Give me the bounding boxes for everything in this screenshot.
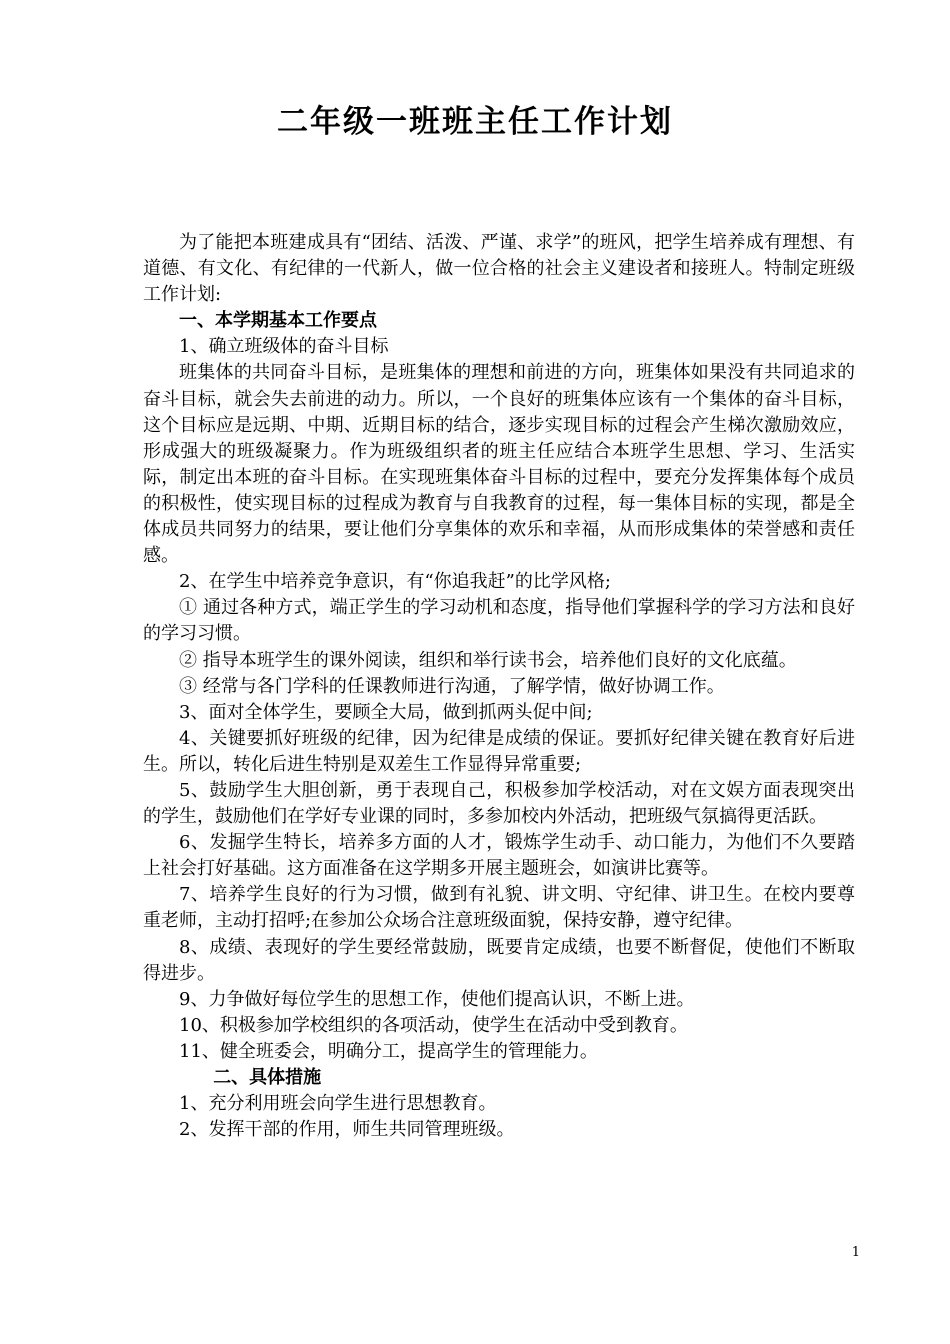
item-4-paragraph: 4、关键要抓好班级的纪律，因为纪律是成绩的保证。要抓好纪律关键在教育好后进生。所以，转化后进生特别是双差生工作显得异常重要; [143, 727, 855, 775]
section-heading-measures: 二、具体措施 [213, 1067, 322, 1088]
document-body [143, 230, 855, 1143]
page-title: 二年级一班班主任工作计划 [277, 104, 673, 140]
item-3-paragraph: 3、面对全体学生，要顾全大局，做到抓两头促中间; [179, 701, 593, 723]
item-2-sub-2: ② 指导本班学生的课外阅读，组织和举行读书会，培养他们良好的文化底蕴。 [179, 649, 797, 671]
section-heading-basic-points: 一、本学期基本工作要点 [179, 310, 377, 332]
item-2-sub-3: ③ 经常与各门学科的任课教师进行沟通，了解学情，做好协调工作。 [179, 675, 725, 697]
item-6-paragraph: 6、发掘学生特长，培养多方面的人才，锻炼学生动手、动口能力，为他们不久要踏上社会打好基础。这方面准备在这学期多开展主题班会，如演讲比赛等。 [143, 832, 855, 880]
item-2-paragraph: 2、在学生中培养竞争意识，有“你追我赶”的比学风格; [179, 571, 611, 593]
item-8-paragraph: 8、成绩、表现好的学生要经常鼓励，既要肯定成绩，也要不断督促，使他们不断取得进步。 [143, 936, 855, 984]
item-1-heading: 1、确立班级体的奋斗目标 [179, 336, 389, 358]
item-11-paragraph: 11、健全班委会，明确分工，提高学生的管理能力。 [179, 1040, 598, 1062]
item-10-paragraph: 10、积极参加学校组织的各项活动，使学生在活动中受到教育。 [179, 1014, 688, 1036]
item-9-paragraph: 9、力争做好每位学生的思想工作，使他们提高认识，不断上进。 [179, 988, 695, 1010]
item-2-sub-1: ① 通过各种方式，端正学生的学习动机和态度，指导他们掌握科学的学习方法和良好的学习习惯。 [143, 597, 855, 645]
item-5-paragraph: 5、鼓励学生大胆创新，勇于表现自己，积极参加学校活动，对在文娱方面表现突出的学生，鼓励他们在学好专业课的同时，多参加校内外活动，把班级气氛搞得更活跃。 [143, 779, 855, 828]
intro-paragraph: 为了能把本班建成具有“团结、活泼、严谨、求学”的班风，把学生培养成有理想、有道德、有文化、有纪律的一代新人，做一位合格的社会主义建设者和接班人。特制定班级工作计划: [143, 232, 855, 306]
measure-1-paragraph: 1、充分利用班会向学生进行思想教育。 [179, 1093, 497, 1115]
item-7-paragraph: 7、培养学生良好的行为习惯，做到有礼貌、讲文明、守纪律、讲卫生。在校内要尊重老师，主动打招呼;在参加公众场合注意班级面貌，保持安静，遵守纪律。 [143, 884, 855, 932]
item-1-paragraph: 班集体的共同奋斗目标，是班集体的理想和前进的方向，班集体如果没有共同追求的奋斗目标，就会失去前进的动力。所以，一个良好的班集体应该有一个集体的奋斗目标，这个目标应是远期、中期、近期目标的结合，逐步实现目标的过程会产生梯次激励效应，形成强大的班级凝聚力。作为班级组织者的班主任应结合本班学生思想、学习、生活实际，制定出本班的奋斗目标。在实现班集体奋斗目标的过程中，要充分发挥集体每个成员的积极性，使实现目标的过程成为教育与自我教育的过程，每一集体目标的实现，都是全体成员共同努力的结果，要让他们分享集体的欢乐和幸福，从而形成集体的荣誉感和责任感。 [143, 362, 855, 567]
page-number: 1 [851, 1245, 860, 1260]
measure-2-paragraph: 2、发挥干部的作用，师生共同管理班级。 [179, 1119, 515, 1141]
